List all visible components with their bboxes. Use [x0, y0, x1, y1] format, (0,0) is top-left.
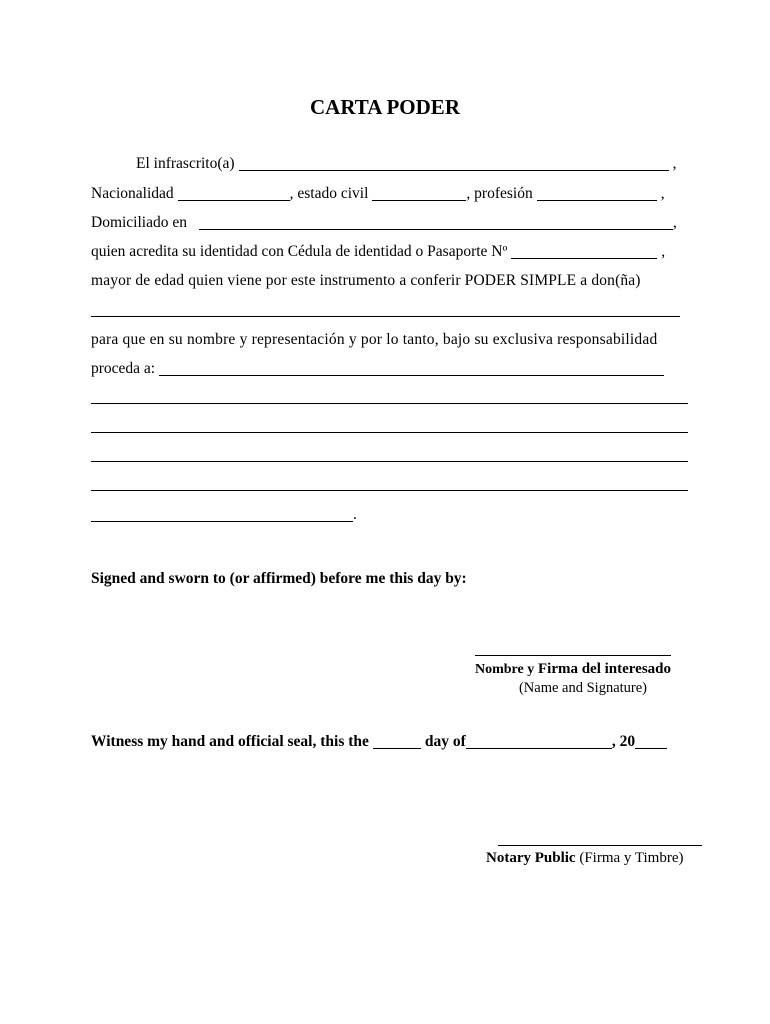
notary-label-bold: Notary Public	[486, 850, 576, 866]
nacionalidad-line	[91, 184, 665, 204]
domicilio-line	[91, 213, 677, 233]
interesado-label-main: Firma del interesado	[537, 661, 672, 677]
proceda-field-line-6[interactable]	[91, 506, 353, 522]
witness-year-field[interactable]	[635, 733, 667, 749]
proceda-field-line-3[interactable]	[91, 432, 688, 433]
nacionalidad-field[interactable]	[178, 185, 290, 201]
witness-text-1: Witness my hand and official seal, this the	[91, 733, 369, 750]
interesado-signature-label	[475, 659, 691, 680]
witness-day-field[interactable]	[373, 733, 421, 749]
notary-label	[486, 848, 706, 868]
proceda-field[interactable]	[159, 360, 664, 376]
proceda-field-line-4[interactable]	[91, 461, 688, 462]
identidad-line	[91, 242, 665, 262]
profesion-label: , profesión	[466, 185, 533, 202]
witness-text-3: , 20	[611, 733, 636, 750]
signed-heading-text: Signed and sworn to (or affirmed) before me this day by:	[91, 570, 467, 587]
interesado-label-prefix: Nombre y	[475, 662, 535, 677]
notary-label-rest: (Firma y Timbre)	[579, 850, 684, 866]
proceda-last-line	[91, 505, 357, 525]
infrascrito-label: El infrascrito(a)	[136, 155, 235, 172]
proceda-period: .	[353, 506, 357, 523]
mayor-edad-text: mayor de edad quien viene por este instrumento a conferir PODER SIMPLE a don(ña)	[91, 272, 641, 289]
identidad-label: quien acredita su identidad con Cédula de identidad o Pasaporte Nº	[91, 243, 508, 260]
proceda-label: proceda a:	[91, 360, 156, 377]
domicilio-comma: ,	[673, 214, 677, 231]
estado-civil-field[interactable]	[372, 185, 466, 201]
identidad-comma: ,	[661, 243, 666, 260]
estado-civil-label: , estado civil	[289, 185, 369, 202]
domicilio-label: Domiciliado en	[91, 214, 187, 231]
nacionalidad-label: Nacionalidad	[91, 185, 174, 202]
proceda-line	[91, 359, 668, 379]
notary-signature-field[interactable]	[498, 845, 702, 846]
interesado-signature-field[interactable]	[475, 655, 671, 656]
witness-month-field[interactable]	[466, 733, 612, 749]
document-title: CARTA PODER	[310, 95, 460, 119]
profesion-field[interactable]	[537, 185, 657, 201]
representacion-line	[91, 330, 657, 350]
mayor-edad-line	[91, 271, 690, 291]
witness-line	[91, 732, 671, 752]
proceda-field-line-2[interactable]	[91, 403, 688, 404]
apoderado-field[interactable]	[91, 316, 680, 317]
pasaporte-field[interactable]	[511, 243, 657, 259]
witness-text-2: day of	[424, 733, 466, 750]
proceda-field-line-5[interactable]	[91, 490, 688, 491]
signed-heading	[91, 569, 467, 589]
representacion-text: para que en su nombre y representación y por lo tanto, bajo su exclusiva responsabilidad	[91, 331, 658, 348]
infrascrito-line	[136, 154, 676, 174]
infrascrito-comma: ,	[672, 155, 677, 172]
infrascrito-field[interactable]	[239, 155, 669, 171]
interesado-sublabel: (Name and Signature)	[518, 680, 648, 696]
nacionalidad-comma: ,	[660, 185, 665, 202]
domicilio-field[interactable]	[199, 214, 673, 230]
